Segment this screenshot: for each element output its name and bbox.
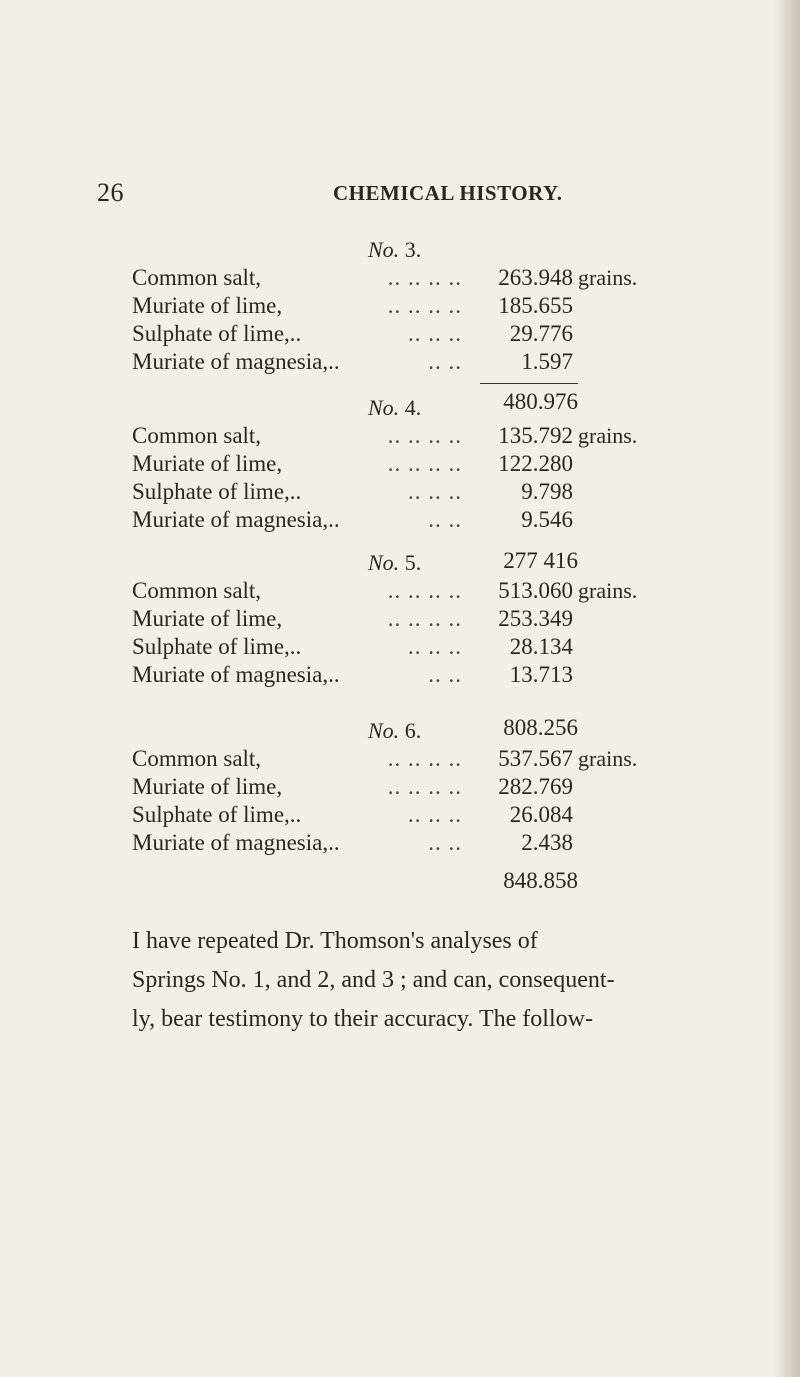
substance-value: 122.280 (498, 451, 573, 476)
substance-name: Sulphate of lime,.. (132, 634, 302, 659)
substance-value: 13.713 (509, 662, 573, 687)
substance-name: Muriate of lime, (132, 774, 283, 799)
substance-value: 9.546 (521, 507, 573, 532)
leader-dots: .. .. .. .. (387, 265, 462, 290)
table-row (132, 830, 732, 858)
leader-dots: .. .. .. (408, 634, 462, 659)
table-row (132, 479, 732, 507)
analysis-total: 808.256 (503, 715, 578, 740)
substance-value: 513.060 (498, 578, 573, 603)
leader-dots: .. .. (428, 507, 462, 532)
table-row (132, 606, 732, 634)
unit-label: grains. (578, 746, 638, 771)
substance-value: 537.567 (498, 746, 573, 771)
table-row (132, 265, 732, 293)
paragraph-line: Springs No. 1, and 2, and 3 ; and can, consequent- (132, 967, 615, 993)
substance-value: 1.597 (521, 349, 573, 374)
page-number: 26 (97, 178, 124, 207)
analysis-title (368, 718, 421, 744)
substance-name: Muriate of magnesia,.. (132, 830, 340, 855)
unit-label: grains. (578, 423, 638, 448)
leader-dots: .. .. .. .. (387, 423, 462, 448)
substance-value: 26.084 (509, 802, 573, 827)
table-row (132, 451, 732, 479)
table-row (132, 774, 732, 802)
analysis-no-label: No. (368, 550, 400, 575)
paragraph-line: ly, bear testimony to their accuracy. The follow- (132, 1006, 593, 1032)
analysis-no-value: 6. (404, 718, 422, 743)
table-row (132, 802, 732, 830)
analysis-no-label: No. (368, 395, 400, 420)
table-row (132, 578, 732, 606)
substance-value: 29.776 (509, 321, 573, 346)
leader-dots: .. .. .. (408, 479, 462, 504)
leader-dots: .. .. .. .. (387, 746, 462, 771)
substance-name: Muriate of magnesia,.. (132, 507, 340, 532)
unit-label: grains. (578, 265, 638, 290)
analysis-no-label: No. (368, 718, 400, 743)
substance-value: 135.792 (498, 423, 573, 448)
substance-value: 253.349 (498, 606, 573, 631)
substance-name: Muriate of lime, (132, 451, 283, 476)
table-row (132, 634, 732, 662)
substance-name: Sulphate of lime,.. (132, 321, 302, 346)
analysis-no-value: 4. (404, 395, 422, 420)
analysis-no-label: No. (368, 237, 400, 262)
substance-name: Muriate of lime, (132, 293, 283, 318)
substance-name: Common salt, (132, 578, 262, 603)
leader-dots: .. .. .. .. (387, 774, 462, 799)
leader-dots: .. .. (428, 349, 462, 374)
table-row (132, 423, 732, 451)
analysis-no-value: 5. (404, 550, 422, 575)
substance-name: Common salt, (132, 423, 262, 448)
table-row (132, 662, 732, 690)
substance-name: Sulphate of lime,.. (132, 479, 302, 504)
leader-dots: .. .. (428, 662, 462, 687)
leader-dots: .. .. .. (408, 802, 462, 827)
table-row (132, 349, 732, 377)
analysis-title (368, 237, 421, 263)
analysis-no-value: 3. (404, 237, 422, 262)
leader-dots: .. .. .. .. (387, 578, 462, 603)
substance-name: Muriate of magnesia,.. (132, 349, 340, 374)
sum-rule (480, 383, 578, 384)
substance-value: 282.769 (498, 774, 573, 799)
substance-name: Common salt, (132, 265, 262, 290)
table-row (132, 507, 732, 535)
substance-name: Sulphate of lime,.. (132, 802, 302, 827)
substance-value: 9.798 (521, 479, 573, 504)
leader-dots: .. .. .. (408, 321, 462, 346)
substance-name: Common salt, (132, 746, 262, 771)
leader-dots: .. .. .. .. (387, 606, 462, 631)
substance-name: Muriate of magnesia,.. (132, 662, 340, 687)
table-row (132, 293, 732, 321)
table-row (132, 746, 732, 774)
paragraph-line: I have repeated Dr. Thomson's analyses of (132, 928, 538, 954)
analysis-total: 480.976 (503, 389, 578, 414)
substance-value: 263.948 (498, 265, 573, 290)
substance-value: 28.134 (509, 634, 573, 659)
page-edge-shadow (774, 0, 800, 1377)
analysis-total: 277 416 (503, 548, 578, 573)
analysis-title (368, 395, 421, 421)
leader-dots: .. .. .. .. (387, 293, 462, 318)
substance-value: 2.438 (521, 830, 573, 855)
analysis-total: 848.858 (503, 868, 578, 893)
leader-dots: .. .. (428, 830, 462, 855)
table-row (132, 321, 732, 349)
body-paragraph (132, 922, 722, 1039)
analysis-title (368, 550, 421, 576)
leader-dots: .. .. .. .. (387, 451, 462, 476)
substance-name: Muriate of lime, (132, 606, 283, 631)
unit-label: grains. (578, 578, 638, 603)
running-head: CHEMICAL HISTORY. (333, 181, 563, 205)
substance-value: 185.655 (498, 293, 573, 318)
